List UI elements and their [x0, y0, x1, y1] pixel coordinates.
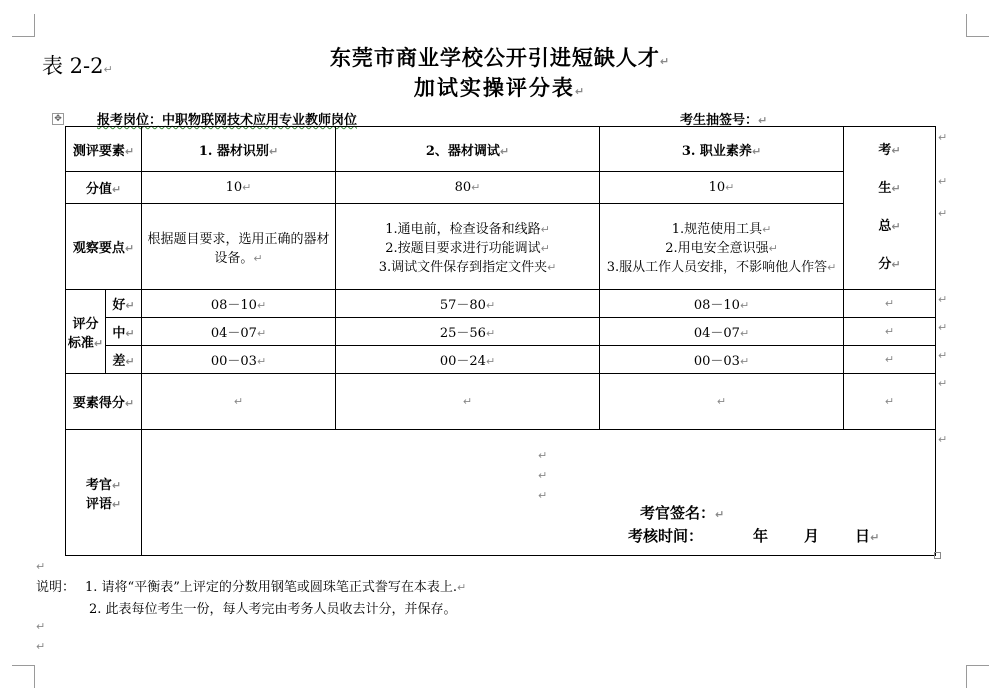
examiner-comment-cell[interactable]: ↵ ↵ ↵ 考官签名：↵ 考核时间： 年 月 日↵	[142, 430, 936, 556]
observation-cell: 1.通电前，检查设备和线路↵ 2.按题目要求进行功能调试↵ 3.调试文件保存到指定文件夹↵	[336, 204, 600, 290]
element-score-cell[interactable]: ↵	[844, 374, 936, 430]
column-header-2: 2、器材调试↵	[336, 127, 600, 172]
grade-level: 差↵	[106, 346, 142, 374]
grade-range: 04－07↵	[600, 318, 844, 346]
examiner-comment-label: 考官↵ 评语↵	[66, 430, 142, 556]
observation-label: 观察要点↵	[66, 204, 142, 290]
grade-range: 04－07↵	[142, 318, 336, 346]
score-label: 分值↵	[66, 172, 142, 204]
grade-level: 中↵	[106, 318, 142, 346]
candidate-signature-label: 考生抽签号：↵	[680, 113, 768, 128]
grade-range: 57－80↵	[336, 290, 600, 318]
grade-range: 00－24↵	[336, 346, 600, 374]
paragraph-mark: ↵	[36, 620, 46, 633]
examiner-signature-label: 考官签名：↵	[640, 504, 725, 522]
table-row	[66, 290, 936, 318]
note-line-2: 2. 此表每位考生一份，每人考完由考务人员收去计分，并保存。	[89, 602, 457, 617]
score-value: 10↵	[142, 172, 336, 204]
page-corner-top-left	[12, 14, 35, 37]
score-value: 80↵	[336, 172, 600, 204]
scoring-table	[65, 126, 936, 556]
element-score-label: 要素得分↵	[66, 374, 142, 430]
total-cell[interactable]: ↵	[844, 290, 936, 318]
page-corner-top-right	[966, 14, 989, 37]
table-row	[66, 127, 936, 172]
eval-element-label: 测评要素↵	[66, 127, 142, 172]
table-row	[66, 346, 936, 374]
grade-range: 08－10↵	[600, 290, 844, 318]
table-row	[66, 374, 936, 430]
observation-cell: 1.规范使用工具↵ 2.用电安全意识强↵ 3.服从工作人员安排，不影响他人作答↵	[600, 204, 844, 290]
column-header-3: 3. 职业素养↵	[600, 127, 844, 172]
element-score-cell[interactable]: ↵	[336, 374, 600, 430]
total-score-header: 考↵ 生↵ 总↵ 分↵	[844, 127, 936, 290]
score-value: 10↵	[600, 172, 844, 204]
element-score-cell[interactable]: ↵	[142, 374, 336, 430]
exam-time-line: 考核时间： 年 月 日↵	[628, 527, 880, 545]
document-title: 东莞市商业学校公开引进短缺人才↵	[329, 46, 671, 70]
table-resize-handle-icon[interactable]	[934, 552, 941, 559]
total-cell[interactable]: ↵	[844, 346, 936, 374]
grade-range: 00－03↵	[600, 346, 844, 374]
column-header-1: 1. 器材识别↵	[142, 127, 336, 172]
post-label: 报考岗位：中职物联网技术应用专业教师岗位	[97, 113, 358, 128]
grade-range: 08－10↵	[142, 290, 336, 318]
table-label: 表 2-2↵	[42, 54, 113, 78]
paragraph-mark: ↵	[36, 640, 46, 653]
table-row	[66, 172, 936, 204]
grade-range: 25－56↵	[336, 318, 600, 346]
note-line-1: 说明： 1. 请将“平衡表”上评定的分数用钢笔或圆珠笔正式誊写在本表上.↵	[36, 580, 467, 595]
total-cell[interactable]: ↵	[844, 318, 936, 346]
paragraph-mark: ↵	[36, 560, 46, 573]
grade-level: 好↵	[106, 290, 142, 318]
criteria-label: 评分 标准↵	[66, 290, 106, 374]
table-row	[66, 430, 936, 556]
element-score-cell[interactable]: ↵	[600, 374, 844, 430]
table-row	[66, 318, 936, 346]
grade-range: 00－03↵	[142, 346, 336, 374]
table-row	[66, 204, 936, 290]
observation-cell: 根据题目要求，选用正确的器材设备。↵	[142, 204, 336, 290]
table-move-handle-icon[interactable]: ✥	[52, 113, 64, 125]
document-subtitle: 加试实操评分表↵	[413, 76, 587, 100]
